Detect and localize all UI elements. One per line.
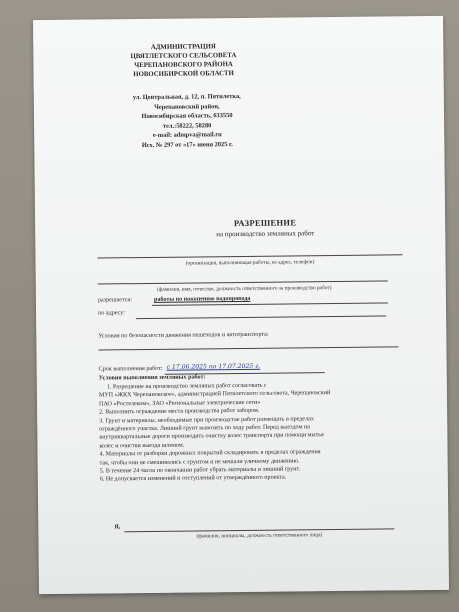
condition-line: 3. Грунт и материалы, необходимые при производстве работ размещать в пределах — [99, 415, 314, 425]
address-line: ул. Центральная, д. 12, п. Пятилетка, — [132, 92, 241, 102]
signature-prefix: Я, — [114, 524, 121, 531]
signature-caption: (фамилия, инициалы, должность ответственного лица) — [196, 532, 323, 540]
condition-line: 5. В течение 24 часов по окончании работ убрать материалы и лишний грунт. — [99, 466, 301, 475]
conditions-title: Условия выполнения земляных работ: — [98, 374, 206, 382]
document-page — [33, 16, 449, 594]
term-label: Срок выполнения работ: — [98, 365, 163, 373]
condition-line: 2. Выполнить ограждение места производства работ забором. — [99, 408, 260, 416]
condition-line: МУП «ЖКХ Черепановское», администрацией Пятилетского сельсовета, Черепановский — [98, 390, 331, 399]
org-line: НОВОСИБИРСКОЙ ОБЛАСТИ — [133, 70, 234, 79]
condition-line: 1. Разрешение на производство земляных работ согласовать с — [106, 382, 267, 391]
org-line: АДМИНИСТРАЦИЯ — [150, 43, 216, 51]
person-caption: (фамилия, имя, отчество, должность ответственного за производство работ) — [157, 285, 332, 293]
address-line: Новосибирская область, 633550 — [141, 112, 233, 121]
address-line: тел.:58222, 58280 — [162, 122, 212, 130]
document-subtitle: на производство земляных работ — [216, 229, 315, 239]
condition-line: 4. Материалы от разборки дорожных покрытий складировать в пределах ограждения — [99, 449, 321, 458]
condition-line: внутриквартальные дороги производить очистку колес транспорта при помощи мытья — [99, 432, 324, 441]
header-organization — [103, 42, 263, 80]
address-line: e-mail: admpva@mail.ru — [152, 131, 222, 140]
address-line: Черепановский район, — [154, 102, 220, 111]
document-title: РАЗРЕШЕНИЕ — [233, 217, 297, 229]
safety-label: Условия по безопасности движения пешеходов и автотранспорта: — [98, 331, 269, 340]
conditions-list — [99, 380, 400, 484]
permitted-value: работы по покопению водопровода — [153, 295, 251, 303]
person-line-blank — [98, 280, 388, 284]
header-address — [92, 92, 283, 152]
condition-line: ПАО «Ростелеком», ЗАО «Региональные электрические сети» — [99, 399, 261, 408]
org-caption: (организация, выполняющая работы, ее адрес, телефон) — [185, 259, 315, 267]
condition-line: колес и очистки выезда шлемом. — [99, 442, 185, 450]
safety-underline — [98, 346, 398, 350]
org-line: ЦВЯТЛЕТСКОГО СЕЛЬСОВЕТА — [130, 52, 237, 61]
term-value: с 17.06.2025 по 17.07.2025 г. — [166, 362, 261, 371]
address-label: по адресу: — [98, 310, 125, 317]
permitted-label: разрешается: — [97, 297, 132, 304]
address-line: Исх. № 297 от «17» июня 2025 г. — [141, 141, 233, 149]
condition-line: 6. Не допускается изменений и отступлений от утверждённого проекта. — [99, 475, 287, 483]
org-line: ЧЕРЕПАНОВСКОГО РАЙОНА — [134, 61, 233, 70]
condition-line: так, чтобы они не смешивались с грунтом и не мешали уличному движению. — [99, 458, 300, 467]
condition-line: ограждённого участка. Лишний грунт вывозить по ходу работ. Перед выездом на — [99, 424, 310, 433]
address-underline — [136, 315, 386, 319]
